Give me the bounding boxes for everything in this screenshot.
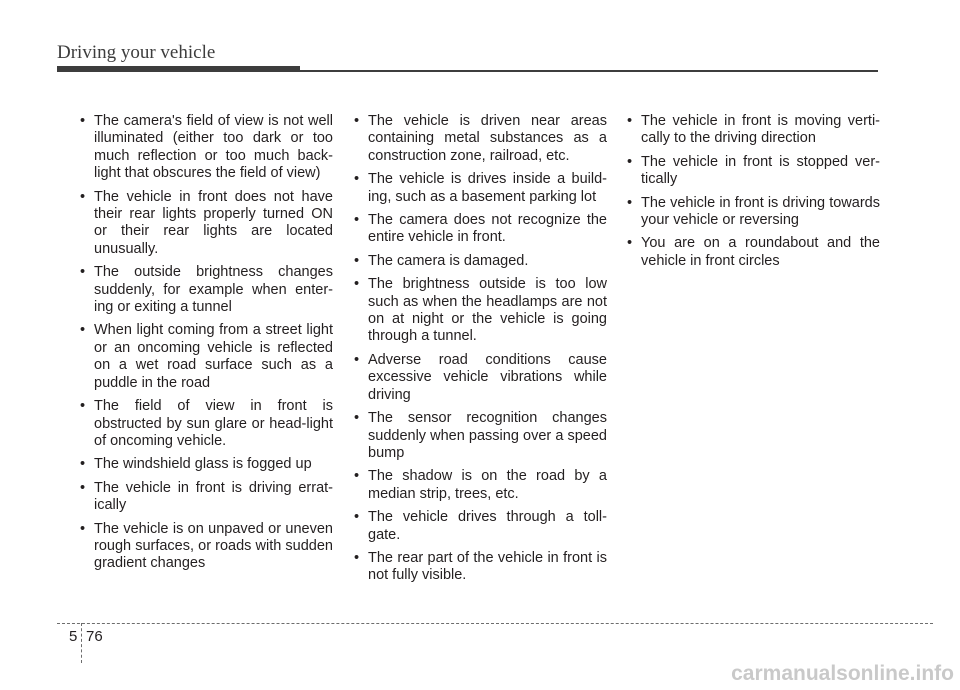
list-item: • The vehicle in front is driving errat-ically [77,480,333,515]
list-item: • The shadow is on the road by a median strip, trees, etc. [351,468,607,503]
list-item: • The vehicle in front is moving verti-cally to the driving direction [624,113,880,148]
list-item: • The rear part of the vehicle in front is not fully visible. [351,550,607,585]
list-item: • The brightness outside is too low such as when the headlamps are not on at night or the vehicle is going through a tunnel. [351,276,607,346]
list-item: • Adverse road conditions cause excessive vehicle vibrations while driving [351,352,607,404]
list-item: • The vehicle in front does not have their rear lights properly turned ON or their rear lights are located unusually. [77,189,333,259]
list-item: • The sensor recognition changes suddenly when passing over a speed bump [351,410,607,462]
list-item: • The field of view in front is obstructed by sun glare or head-light of oncoming vehicle. [77,398,333,450]
list-item: • The camera's field of view is not well illuminated (either too dark or too much reflection or too much back-light that obscures the field of view) [77,113,333,183]
list-item: • The vehicle drives through a toll-gate. [351,509,607,544]
list-item: • The outside brightness changes suddenly, for example when enter-ing or exiting a tunnel [77,264,333,316]
list-item: • The windshield glass is fogged up [77,456,333,473]
list-item: • The vehicle is on unpaved or uneven rough surfaces, or roads with sudden gradient changes [77,521,333,573]
list-item: • The vehicle in front is stopped ver-tically [624,154,880,189]
page-number: 76 [86,628,103,645]
bullet-column-1 [77,113,333,579]
header-rule-thin [300,70,878,72]
list-item: • You are on a roundabout and the vehicle in front circles [624,235,880,270]
footer-dashed-rule [57,623,933,624]
list-item: • When light coming from a street light or an oncoming vehicle is reflected on a wet road surface such as a puddle in the road [77,322,333,392]
list-item: • The vehicle is drives inside a build-ing, such as a basement parking lot [351,171,607,206]
page-title: Driving your vehicle [57,42,216,63]
chapter-number: 5 [69,628,78,645]
bullet-column-3 [624,113,880,276]
bullet-column-2 [351,113,607,591]
footer-page-separator [81,623,82,663]
list-item: • The vehicle in front is driving towards your vehicle or reversing [624,195,880,230]
watermark: carmanualsonline.info [731,662,954,685]
list-item: • The vehicle is driven near areas containing metal substances as a construction zone, railroad, etc. [351,113,607,165]
list-item: • The camera is damaged. [351,253,607,270]
header-rule-thick [57,66,300,72]
list-item: • The camera does not recognize the entire vehicle in front. [351,212,607,247]
